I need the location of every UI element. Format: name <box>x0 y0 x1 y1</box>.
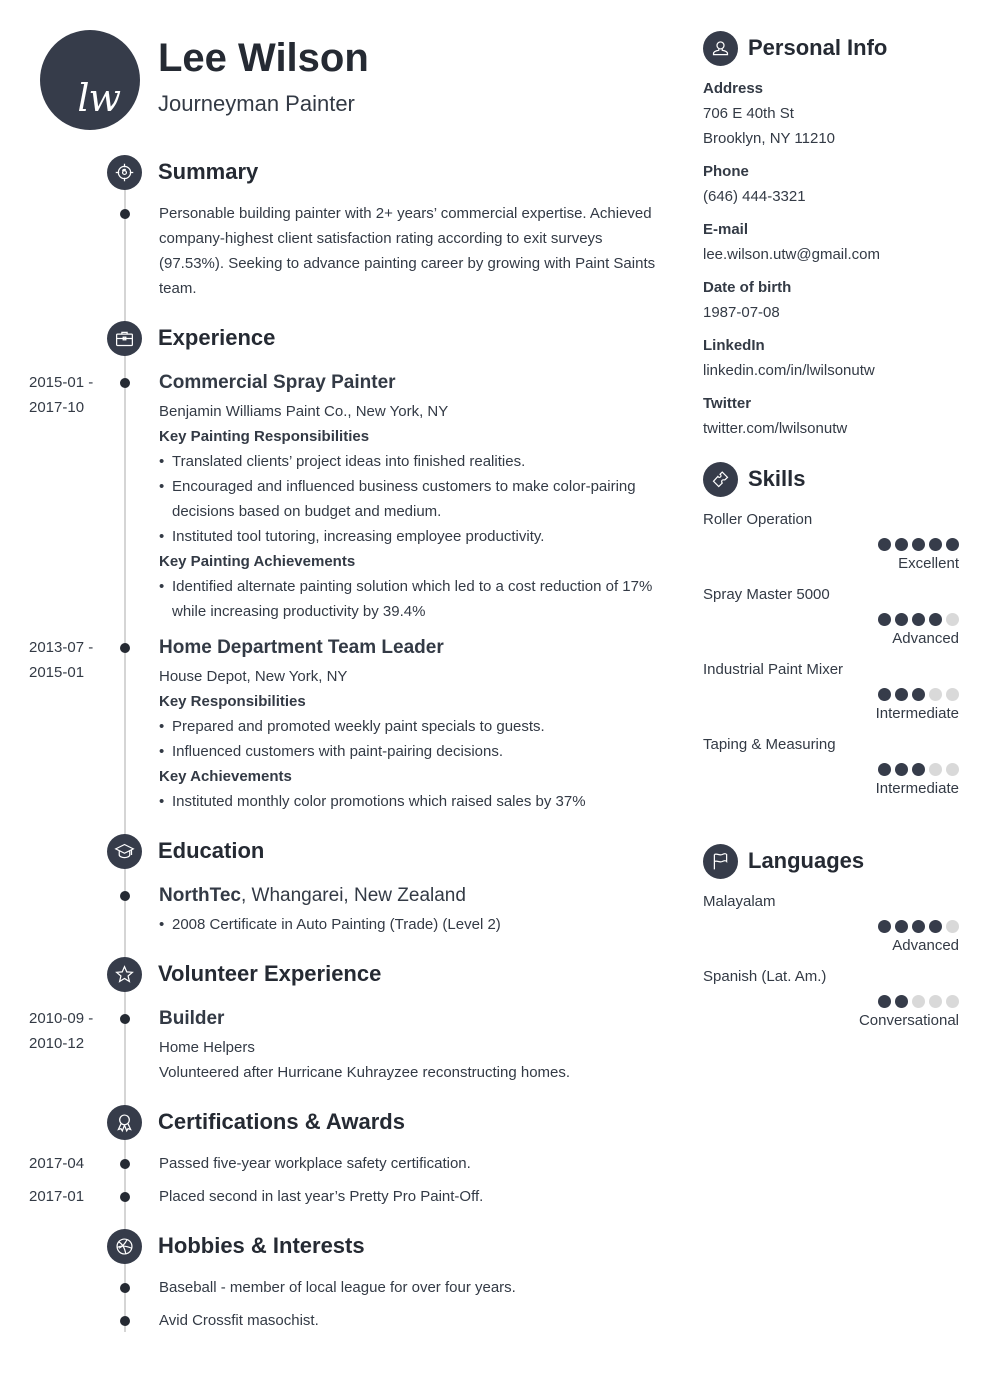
rating-dot-filled <box>878 920 891 933</box>
flag-icon <box>703 844 738 879</box>
personal-info-list <box>703 76 959 441</box>
language-level: Advanced <box>892 937 959 954</box>
achievements-heading: Key Achievements <box>159 768 292 785</box>
email-value: lee.wilson.utw@gmail.com <box>703 246 880 263</box>
rating-dot-empty <box>929 995 942 1008</box>
section-title: Personal Info <box>748 35 888 60</box>
rating-dot-filled <box>929 538 942 551</box>
job-company: House Depot, New York, NY <box>159 668 348 685</box>
rating-dot-filled <box>878 613 891 626</box>
language-level: Conversational <box>858 1012 959 1029</box>
email-label: E-mail <box>703 221 749 238</box>
skill-rating <box>703 763 959 776</box>
rating-dot-filled <box>895 920 908 933</box>
skill-level: Intermediate <box>875 705 959 722</box>
responsibility-item: • Prepared and promoted weekly paint specials to guests. <box>159 714 659 739</box>
job-title: Home Department Team Leader <box>159 637 444 658</box>
rating-dot-empty <box>946 613 959 626</box>
section-title: Languages <box>748 848 865 873</box>
timeline-dot <box>120 1283 130 1293</box>
avatar <box>40 30 140 130</box>
education-item: • 2008 Certificate in Auto Painting (Trade) (Level 2) <box>159 912 659 937</box>
volunteer-title: Builder <box>159 1008 225 1029</box>
summary-text: Personable building painter with 2+ years’ commercial expertise. Achieved company-highest client satisfaction rating according to exit surveys (97.53%). Seeking to advance painting career by growing with Paint Saints team. <box>159 205 656 297</box>
rating-dot-filled <box>912 763 925 776</box>
job-title: Commercial Spray Painter <box>159 372 396 393</box>
candidate-title: Journeyman Painter <box>158 91 355 116</box>
section-title: Education <box>158 838 265 863</box>
job-entry <box>159 370 659 624</box>
linkedin-label: LinkedIn <box>703 337 765 354</box>
section-languages-header <box>703 843 864 879</box>
job-date <box>29 370 109 420</box>
rating-dot-filled <box>946 538 959 551</box>
award-ribbon-icon <box>107 1105 142 1140</box>
rating-dot-empty <box>946 995 959 1008</box>
rating-dot-empty <box>912 995 925 1008</box>
skill-name: Taping & Measuring <box>703 736 836 753</box>
language-rating <box>703 995 959 1008</box>
achievement-item: • Identified alternate painting solution which led to a cost reduction of 17% while increasing productivity by 39.4% <box>159 574 659 624</box>
address-label: Address <box>703 80 764 97</box>
language-name: Malayalam <box>703 893 776 910</box>
responsibility-item: • Instituted tool tutoring, increasing employee productivity. <box>159 524 659 549</box>
section-title: Summary <box>158 159 259 184</box>
education-entry <box>159 883 659 937</box>
rating-dot-filled <box>929 920 942 933</box>
school-location: , Whangarei, New Zealand <box>240 885 466 906</box>
phone-value: (646) 444-3321 <box>703 188 806 205</box>
rating-dot-filled <box>895 995 908 1008</box>
rating-dot-filled <box>912 920 925 933</box>
section-title: Volunteer Experience <box>158 961 382 986</box>
language-item <box>703 964 959 1033</box>
volunteer-date <box>29 1006 109 1056</box>
responsibility-item: • Encouraged and influenced business customers to make color-pairing decisions based on budget and medium. <box>159 474 659 524</box>
education-school <box>159 883 659 908</box>
responsibilities-heading: Key Painting Responsibilities <box>159 428 370 445</box>
cert-date: 2017-04 <box>29 1155 85 1172</box>
graduation-cap-icon <box>107 834 142 869</box>
skill-rating <box>703 538 959 551</box>
rating-dot-filled <box>912 613 925 626</box>
rating-dot-filled <box>878 763 891 776</box>
achievement-item: • Instituted monthly color promotions which raised sales by 37% <box>159 789 659 814</box>
section-volunteer-header <box>107 956 381 992</box>
rating-dot-empty <box>929 763 942 776</box>
rating-dot-empty <box>946 688 959 701</box>
rating-dot-filled <box>895 688 908 701</box>
skill-name: Spray Master 5000 <box>703 586 830 603</box>
responsibility-item: • Influenced customers with paint-pairing decisions. <box>159 739 659 764</box>
job-entry <box>159 635 659 814</box>
skill-item <box>703 732 959 801</box>
job-date-start: 2015-01 - <box>29 374 94 391</box>
dob-value: 1987-07-08 <box>703 304 780 321</box>
section-hobbies-header <box>107 1228 365 1264</box>
skill-level: Excellent <box>898 555 959 572</box>
rating-dot-filled <box>912 538 925 551</box>
skill-name: Industrial Paint Mixer <box>703 661 844 678</box>
job-date-end: 2017-10 <box>29 399 85 416</box>
skill-item <box>703 582 959 651</box>
briefcase-icon <box>107 321 142 356</box>
twitter-value: twitter.com/lwilsonutw <box>703 420 848 437</box>
puzzle-piece-icon <box>703 462 738 497</box>
section-summary-header <box>107 154 258 190</box>
rating-dot-filled <box>878 538 891 551</box>
job-date-start: 2013-07 - <box>29 639 94 656</box>
linkedin-value: linkedin.com/in/lwilsonutw <box>703 362 875 379</box>
language-name: Spanish (Lat. Am.) <box>703 968 827 985</box>
target-icon <box>107 155 142 190</box>
rating-dot-filled <box>878 995 891 1008</box>
phone-label: Phone <box>703 163 749 180</box>
address-line2: Brooklyn, NY 11210 <box>703 130 836 147</box>
section-skills-header <box>703 461 805 497</box>
twitter-label: Twitter <box>703 395 752 412</box>
timeline-dot <box>120 209 130 219</box>
section-title: Certifications & Awards <box>158 1109 405 1134</box>
section-education-header <box>107 833 264 869</box>
volunteer-entry <box>159 1006 659 1085</box>
languages-list <box>703 889 959 1039</box>
volunteer-org: Home Helpers <box>159 1039 255 1056</box>
cert-item: Passed five-year workplace safety certification. <box>159 1155 471 1172</box>
skill-item <box>703 507 959 576</box>
rating-dot-filled <box>895 613 908 626</box>
avatar-initials: lw <box>77 76 120 120</box>
job-company: Benjamin Williams Paint Co., New York, NY <box>159 403 449 420</box>
star-icon <box>107 957 142 992</box>
timeline-dot <box>120 1159 130 1169</box>
rating-dot-filled <box>895 538 908 551</box>
achievements-heading: Key Painting Achievements <box>159 553 356 570</box>
timeline-dot <box>120 643 130 653</box>
section-title: Experience <box>158 325 276 350</box>
rating-dot-filled <box>912 688 925 701</box>
school-name: NorthTec <box>159 885 241 906</box>
section-title: Hobbies & Interests <box>158 1233 365 1258</box>
timeline-dot <box>120 1316 130 1326</box>
volunteer-date-start: 2010-09 - <box>29 1010 94 1027</box>
skills-list <box>703 507 959 807</box>
cert-item: Placed second in last year’s Pretty Pro Paint-Off. <box>159 1188 484 1205</box>
volunteer-desc: Volunteered after Hurricane Kuhrayzee reconstructing homes. <box>159 1064 571 1081</box>
timeline-dot <box>120 1192 130 1202</box>
hobby-item: Avid Crossfit masochist. <box>159 1312 319 1329</box>
rating-dot-filled <box>895 763 908 776</box>
section-personal-info-header <box>703 30 887 66</box>
rating-dot-empty <box>946 920 959 933</box>
language-rating <box>703 920 959 933</box>
rating-dot-filled <box>878 688 891 701</box>
section-experience-header <box>107 320 275 356</box>
skill-level: Intermediate <box>875 780 959 797</box>
timeline-dot <box>120 378 130 388</box>
dob-label: Date of birth <box>703 279 792 296</box>
responsibilities-heading: Key Responsibilities <box>159 693 306 710</box>
timeline-dot <box>120 891 130 901</box>
skill-name: Roller Operation <box>703 511 813 528</box>
timeline-dot <box>120 1014 130 1024</box>
skill-item <box>703 657 959 726</box>
section-certifications-header <box>107 1104 405 1140</box>
user-icon <box>703 31 738 66</box>
responsibility-item: • Translated clients’ project ideas into finished realities. <box>159 449 659 474</box>
cert-date: 2017-01 <box>29 1188 85 1205</box>
job-date <box>29 635 109 685</box>
basketball-icon <box>107 1229 142 1264</box>
job-date-end: 2015-01 <box>29 664 85 681</box>
address-line1: 706 E 40th St <box>703 105 794 122</box>
candidate-name: Lee Wilson <box>158 36 369 80</box>
skill-rating <box>703 688 959 701</box>
skill-rating <box>703 613 959 626</box>
language-item <box>703 889 959 958</box>
rating-dot-filled <box>929 613 942 626</box>
hobby-item: Baseball - member of local league for over four years. <box>159 1279 516 1296</box>
skill-level: Advanced <box>892 630 959 647</box>
rating-dot-empty <box>929 688 942 701</box>
volunteer-date-end: 2010-12 <box>29 1035 85 1052</box>
section-title: Skills <box>748 466 806 491</box>
rating-dot-empty <box>946 763 959 776</box>
